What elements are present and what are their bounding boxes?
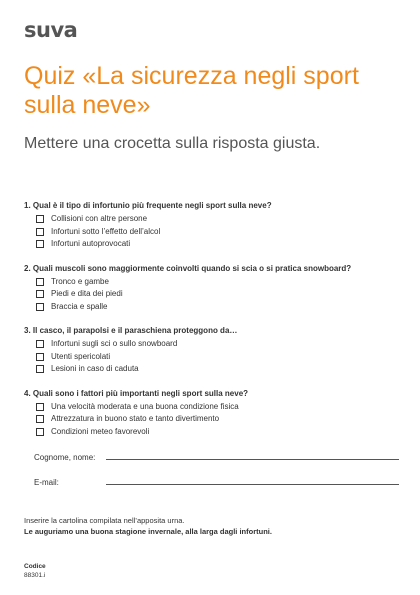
code-label: Codice bbox=[24, 563, 46, 570]
answer-options bbox=[24, 338, 404, 376]
answer-options bbox=[24, 276, 404, 314]
answer-label: Utenti spericolati bbox=[51, 351, 111, 361]
answer-label: Infortuni sotto l’effetto dell’alcol bbox=[51, 226, 161, 236]
checkbox[interactable] bbox=[36, 428, 44, 436]
checkbox[interactable] bbox=[36, 365, 44, 373]
page-title: Quiz «La sicurezza negli sport sulla neve» bbox=[24, 62, 359, 119]
name-field bbox=[34, 453, 399, 462]
answer-option[interactable] bbox=[36, 276, 404, 289]
email-input-line[interactable] bbox=[106, 483, 399, 485]
answer-label: Collisioni con altre persone bbox=[51, 214, 148, 223]
answer-label: Condizioni meteo favorevoli bbox=[51, 426, 150, 436]
question-text: 3. Il casco, il parapolsi e il paraschiena proteggono da… bbox=[24, 326, 238, 335]
footer-instruction: Inserire la cartolina compilata nell’apposita urna. bbox=[24, 516, 185, 525]
name-label: Cognome, nome: bbox=[34, 453, 96, 462]
answer-option[interactable] bbox=[36, 238, 404, 251]
footer-text bbox=[24, 515, 404, 537]
footer-greeting: Le auguriamo una buona stagione invernale, alla larga dagli infortuni. bbox=[24, 527, 272, 536]
answer-label: Infortuni autoprovocati bbox=[51, 239, 131, 248]
answer-option[interactable] bbox=[36, 351, 404, 364]
answer-option[interactable] bbox=[36, 401, 404, 414]
question-text: 4. Quali sono i fattori più importanti negli sport sulla neve? bbox=[24, 388, 249, 398]
suva-logo: suva bbox=[24, 18, 78, 42]
answer-label: Lesioni in caso di caduta bbox=[51, 364, 139, 373]
question-text: 2. Quali muscoli sono maggiormente coinvolti quando si scia o si pratica snowboard? bbox=[24, 263, 352, 273]
checkbox[interactable] bbox=[36, 415, 44, 423]
answer-option[interactable] bbox=[36, 413, 404, 426]
answer-label: Braccia e spalle bbox=[51, 301, 108, 311]
checkbox[interactable] bbox=[36, 290, 44, 298]
answer-option[interactable] bbox=[36, 426, 404, 439]
checkbox[interactable] bbox=[36, 303, 44, 311]
question-text: 1. Qual è il tipo di infortunio più frequente negli sport sulla neve? bbox=[24, 201, 272, 210]
question-2 bbox=[24, 263, 404, 314]
question-1 bbox=[24, 200, 404, 251]
checkbox[interactable] bbox=[36, 240, 44, 248]
document-code bbox=[24, 562, 46, 580]
answer-options bbox=[24, 401, 404, 439]
checkbox[interactable] bbox=[36, 403, 44, 411]
checkbox[interactable] bbox=[36, 228, 44, 236]
answer-options bbox=[24, 213, 404, 251]
answer-label: Attrezzatura in buono stato e tanto divertimento bbox=[51, 414, 220, 423]
checkbox[interactable] bbox=[36, 215, 44, 223]
checkbox[interactable] bbox=[36, 340, 44, 348]
answer-label: Infortuni sugli sci o sullo snowboard bbox=[51, 339, 178, 348]
email-field bbox=[34, 478, 399, 487]
code-value: 88301.i bbox=[24, 572, 46, 579]
answer-option[interactable] bbox=[36, 288, 404, 301]
answer-option[interactable] bbox=[36, 226, 404, 239]
answer-option[interactable] bbox=[36, 338, 404, 351]
answer-label: Una velocità moderata e una buona condizione fisica bbox=[51, 401, 239, 411]
name-input-line[interactable] bbox=[106, 458, 399, 460]
answer-option[interactable] bbox=[36, 363, 404, 376]
answer-label: Piedi e dita dei piedi bbox=[51, 289, 123, 298]
question-4 bbox=[24, 388, 404, 439]
answer-label: Tronco e gambe bbox=[51, 276, 109, 286]
answer-option[interactable] bbox=[36, 301, 404, 314]
quiz-questions bbox=[24, 200, 404, 450]
answer-option[interactable] bbox=[36, 213, 404, 226]
checkbox[interactable] bbox=[36, 353, 44, 361]
page-subtitle: Mettere una crocetta sulla risposta giusta. bbox=[24, 135, 321, 152]
email-label: E-mail: bbox=[34, 478, 59, 487]
checkbox[interactable] bbox=[36, 278, 44, 286]
question-3 bbox=[24, 325, 404, 376]
